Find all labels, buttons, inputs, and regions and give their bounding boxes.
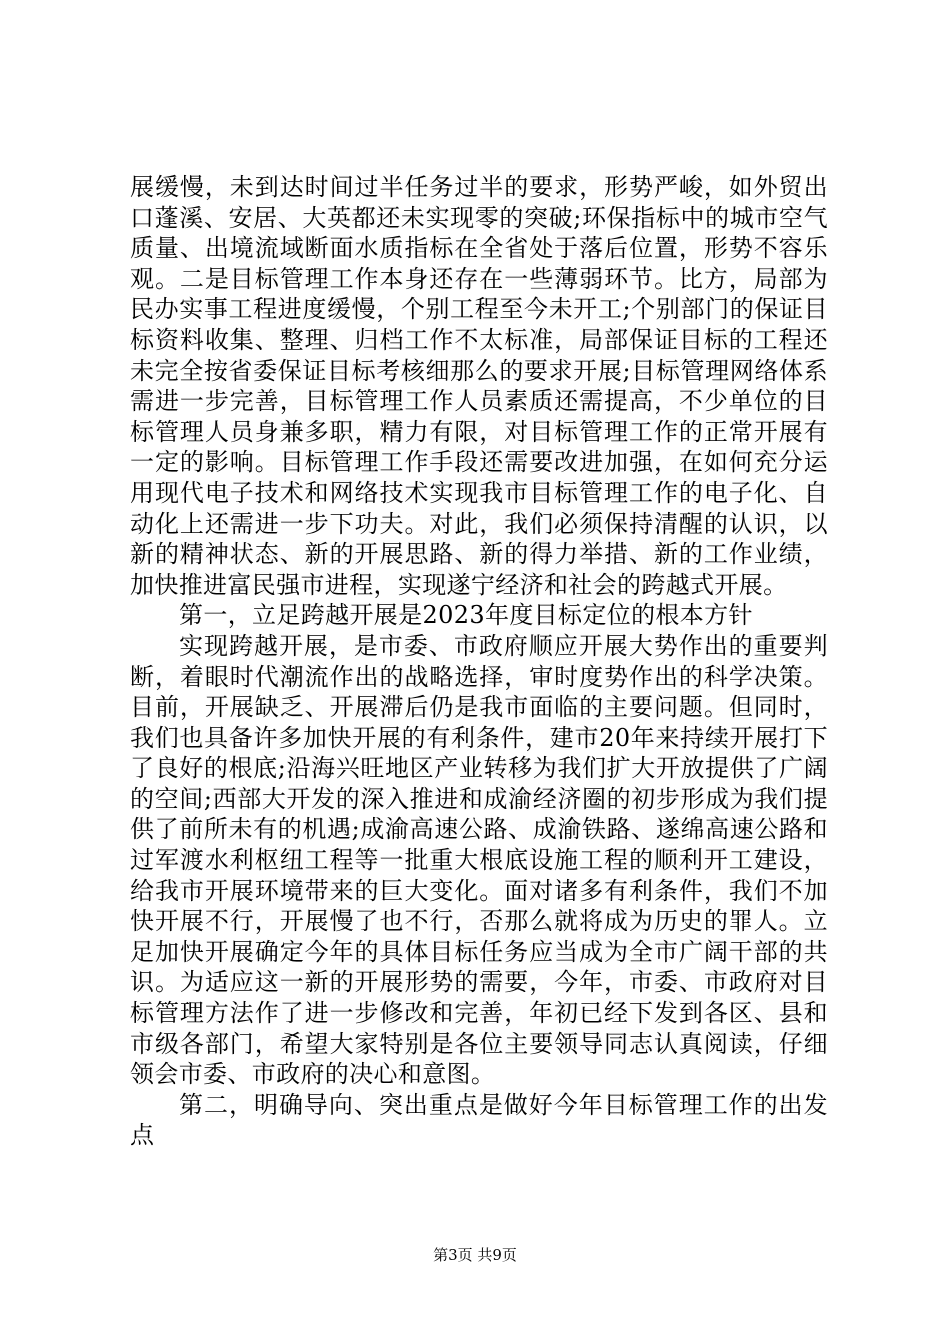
document-body bbox=[130, 172, 828, 1151]
section-heading-second: 第二，明确导向、突出重点是做好今年目标管理工作的出发点 bbox=[130, 1090, 828, 1150]
paragraph-continuation: 展缓慢，未到达时间过半任务过半的要求，形势严峻，如外贸出口蓬溪、安居、大英都还未实现零的突破;环保指标中的城市空气质量、出境流域断面水质指标在全省处于落后位置，形势不容乐观。二是目标管理工作本身还存在一些薄弱环节。比方，局部为民办实事工程进度缓慢，个别工程至今未开工;个别部门的保证目标资料收集、整理、归档工作不太标准，局部保证目标的工程还未完全按省委保证目标考核细那么的要求开展;目标管理网络体系需进一步完善，目标管理工作人员素质还需提高，不少单位的目标管理人员身兼多职，精力有限，对目标管理工作的正常开展有一定的影响。目标管理工作手段还需要改进加强，在如何充分运用现代电子技术和网络技术实现我市目标管理工作的电子化、自动化上还需进一步下功夫。对此，我们必须保持清醒的认识，以新的精神状态、新的开展思路、新的得力举措、新的工作业绩，加快推进富民强市进程，实现遂宁经济和社会的跨越式开展。 bbox=[130, 173, 828, 599]
page-number: 第3页 共9页 bbox=[433, 1246, 517, 1264]
page-footer bbox=[0, 1244, 950, 1265]
section-heading-first: 第一，立足跨越开展是2023年度目标定位的根本方针 bbox=[179, 601, 753, 630]
paragraph-leapfrog-development: 实现跨越开展，是市委、市政府顺应开展大势作出的重要判断，着眼时代潮流作出的战略选择，审时度势作出的科学决策。目前，开展缺乏、开展滞后仍是我市面临的主要问题。但同时，我们也具备许多加快开展的有利条件，建市20年来持续开展打下了良好的根底;沿海兴旺地区产业转移为我们扩大开放提供了广阔的空间;西部大开发的深入推进和成渝经济圈的初步形成为我们提供了前所未有的机遇;成渝高速公路、成渝铁路、遂绵高速公路和过军渡水利枢纽工程等一批重大根底设施工程的顺利开工建设，给我市开展环境带来的巨大变化。面对诸多有利条件，我们不加快开展不行，开展慢了也不行，否那么就将成为历史的罪人。立足加快开展确定今年的具体目标任务应当成为全市广阔干部的共识。为适应这一新的开展形势的需要，今年，市委、市政府对目标管理方法作了进一步修改和完善，年初已经下发到各区、县和市级各部门，希望大家特别是各位主要领导同志认真阅读，仔细领会市委、市政府的决心和意图。 bbox=[130, 631, 828, 1089]
